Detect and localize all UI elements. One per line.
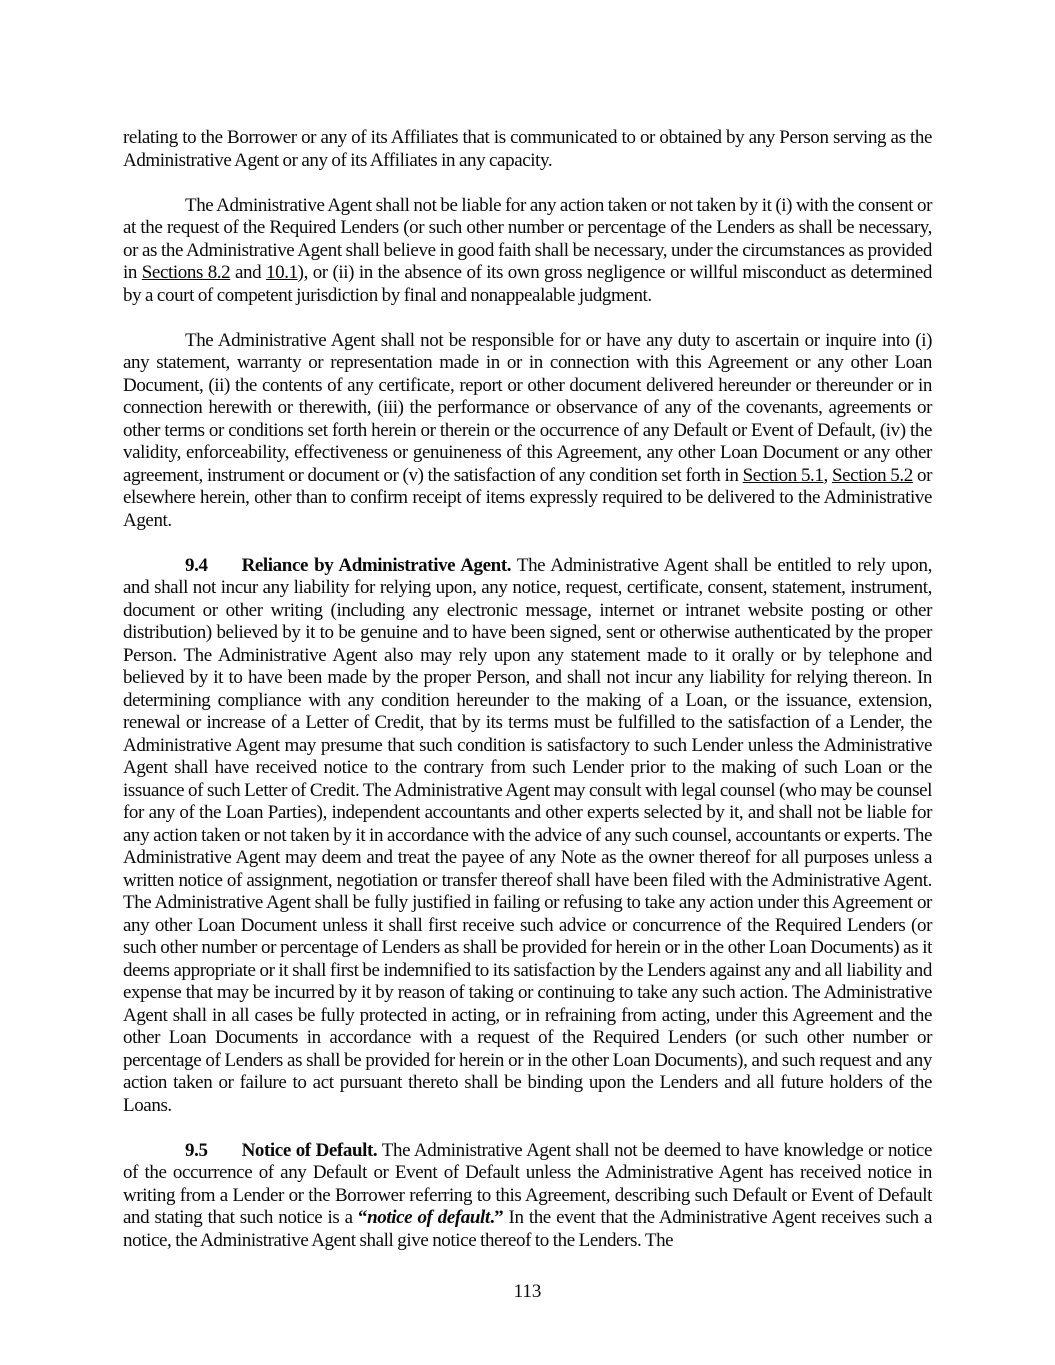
paragraph-text: relating to the Borrower or any of its Affiliates that is communicated to or obtained by any Person serving as the Administrative Agent or any of its Affiliates in any capacity.	[123, 127, 932, 171]
section-number: 9.4	[185, 554, 208, 576]
section-title: Notice of Default.	[241, 1139, 378, 1161]
close-quote: .”	[489, 1207, 504, 1228]
section-9-5-notice-of-default	[123, 1140, 932, 1253]
paragraph-agent-no-duty	[123, 330, 932, 533]
paragraph-text: The Administrative Agent shall not be liable for any action taken or not taken by it (i) with the consent or at the request of the Required Lenders (or such other number or percentage of the Lenders as shall be necessary, or as the Administrative Agent shall believe in good faith shall be necessary, under the circumstances as provided in	[123, 194, 932, 283]
cross-reference-section-5-2: Section 5.2	[831, 464, 913, 486]
paragraph-text: and	[230, 262, 267, 283]
paragraph-text: ,	[823, 464, 832, 486]
section-9-4-reliance	[123, 555, 932, 1118]
cross-reference-sections-8-2: Sections 8.2	[141, 262, 231, 283]
paragraph-text: The Administrative Agent shall be entitled to rely upon, and shall not incur any liability for relying upon, any notice, request, certificate, consent, statement, instrument, document or other writing (including any electronic message, internet or intranet website posting or other distribution) believed by it to be genuine and to have been signed, sent or otherwise authenticated by the proper Person. The Administrative Agent also may rely upon any statement made to it orally or by telephone and believed by it to have been made by the proper Person, and shall not incur any liability for relying thereon. In determining compliance with any condition hereunder to the making of a Loan, or the issuance, extension, renewal or increase of a Letter of Credit, that by its terms must be fulfilled to the satisfaction of a Lender, the Administrative Agent may presume that such condition is satisfactory to such Lender unless the Administrative Agent shall have received notice to the contrary from such Lender prior to the making of such Loan or the issuance of such Letter of Credit. The Administrative Agent may consult with legal counsel (who may be counsel for any of the Loan Parties), independent accountants and other experts selected by it, and shall not be liable for any action taken or not taken by it in accordance with the advice of any such counsel, accountants or experts. The Administrative Agent may deem and treat the payee of any Note as the owner thereof for all purposes unless a written notice of assignment, negotiation or transfer thereof shall have been filed with the Administrative Agent. The Administrative Agent shall be fully justified in failing or refusing to take any action under this Agreement or any other Loan Document unless it shall first receive such advice or concurrence of the Required Lenders (or such other number or percentage of Lenders as shall be provided for herein or in the other Loan Documents) as it deems appropriate or it shall first be indemnified to its satisfaction by the Lenders against any and all liability and expense that may be incurred by it by reason of taking or continuing to take any such action. The Administrative Agent shall in all cases be fully protected in acting, or in refraining from acting, under this Agreement and the other Loan Documents in accordance with a request of the Required Lenders (or such other number or percentage of Lenders as shall be provided for herein or in the other Loan Documents), and such request and any action taken or failure to act pursuant thereto shall be binding upon the Lenders and all future holders of the Loans.	[123, 554, 932, 1116]
paragraph-text: The Administrative Agent shall not be deemed to have knowledge or notice of the occurrence of any Default or Event of Default unless the Administrative Agent has received notice in writing from a Lender or the Borrower referring to this Agreement, describing such Default or Event of Default and stating that such notice is a	[123, 1139, 932, 1228]
paragraph-text: or elsewhere herein, other than to confirm receipt of items expressly required to be delivered to the Administrative Agent.	[123, 464, 933, 531]
open-quote: “	[357, 1207, 368, 1228]
cross-reference-10-1: 10.1	[266, 262, 298, 283]
paragraph-agent-liability	[123, 195, 932, 308]
paragraph-text: ), or (ii) in the absence of its own gross negligence or willful misconduct as determined by a court of competent jurisdiction by final and nonappealable judgment.	[123, 262, 932, 306]
section-number: 9.5	[185, 1139, 208, 1161]
document-content	[123, 127, 932, 1275]
paragraph-continuation	[123, 127, 932, 172]
page-number: 113	[513, 1281, 542, 1302]
cross-reference-section-5-1: Section 5.1	[742, 464, 824, 486]
paragraph-text: The Administrative Agent shall not be responsible for or have any duty to ascertain or inquire into (i) any statement, warranty or representation made in or in connection with this Agreement or any other Loan Document, (ii) the contents of any certificate, report or other document delivered hereunder or thereunder or in connection herewith or therewith, (iii) the performance or observance of any of the covenants, agreements or other terms or conditions set forth herein or therein or the occurrence of any Default or Event of Default, (iv) the validity, enforceability, effectiveness or genuineness of this Agreement, any other Loan Document or any other agreement, instrument or document or (v) the satisfaction of any condition set forth in	[123, 329, 932, 486]
defined-term-notice-of-default: notice of default	[367, 1207, 490, 1228]
section-title: Reliance by Administrative Agent.	[241, 554, 512, 576]
paragraph-text: In the event that the Administrative Agent receives such a notice, the Administrative Agent shall give notice thereof to the Lenders. The	[123, 1207, 932, 1251]
